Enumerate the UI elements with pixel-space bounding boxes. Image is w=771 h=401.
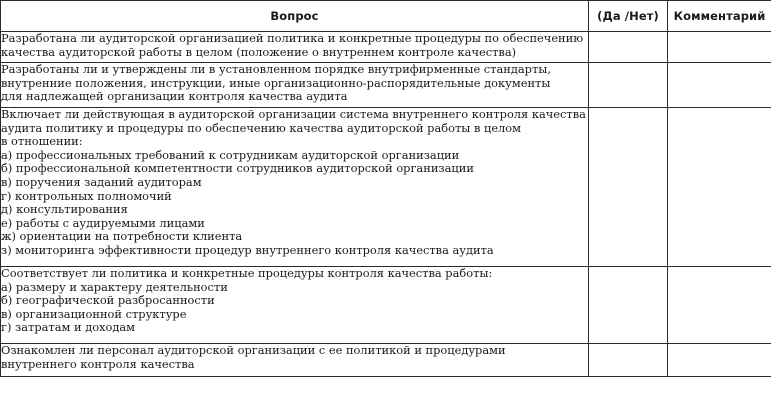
- answer-cell[interactable]: [589, 108, 668, 267]
- question-text-line: аудита политику и процедуры по обеспечению качества аудиторской работы в целом: [1, 120, 522, 135]
- question-list-item: в) организационной структуре: [1, 306, 187, 321]
- question-text-line: в отношении:: [1, 134, 83, 149]
- question-list-item: в) поручения заданий аудиторам: [1, 174, 202, 189]
- comment-cell[interactable]: [668, 32, 771, 63]
- question-cell: [1, 344, 589, 377]
- comment-cell[interactable]: [668, 108, 771, 267]
- header-answer: (Да /Нет): [589, 1, 668, 32]
- question-text-line: Соответствует ли политика и конкретные процедуры контроля качества работы:: [1, 266, 493, 280]
- header-question: Вопрос: [1, 1, 589, 32]
- comment-cell[interactable]: [668, 63, 771, 108]
- question-list-item: б) географической разбросанности: [1, 293, 215, 308]
- answer-cell[interactable]: [589, 63, 668, 108]
- question-cell: [1, 267, 589, 344]
- question-list-item: ж) ориентации на потребности клиента: [1, 229, 243, 244]
- question-list-item: а) размеру и характеру деятельности: [1, 279, 228, 294]
- question-text-line: Включает ли действующая в аудиторской организации система внутреннего контроля качества: [1, 107, 586, 121]
- question-list-item: а) профессиональных требований к сотрудникам аудиторской организации: [1, 147, 460, 162]
- table-header-row: [1, 1, 771, 32]
- question-cell: [1, 108, 589, 267]
- question-text-line: внутренние положения, инструкции, иные организационно-распорядительные документы: [1, 75, 551, 90]
- table-row: [1, 344, 771, 377]
- comment-cell[interactable]: [668, 344, 771, 377]
- question-cell: [1, 32, 589, 63]
- question-text-line: Ознакомлен ли персонал аудиторской организации с ее политикой и процедурами: [1, 343, 506, 357]
- header-comment: Комментарий: [668, 1, 771, 32]
- comment-cell[interactable]: [668, 267, 771, 344]
- answer-cell[interactable]: [589, 32, 668, 63]
- question-text-line: для надлежащей организации контроля качества аудита: [1, 89, 348, 104]
- table-row: [1, 267, 771, 344]
- question-list-item: з) мониторинга эффективности процедур внутреннего контроля качества аудита: [1, 242, 494, 257]
- question-list-item: г) затратам и доходам: [1, 320, 136, 335]
- question-list-item: д) консультирования: [1, 202, 128, 217]
- question-list-item: г) контрольных полномочий: [1, 188, 172, 203]
- question-text-line: Разработаны ли и утверждены ли в установленном порядке внутрифирменные стандарты,: [1, 62, 551, 76]
- question-cell: [1, 63, 589, 108]
- question-text-line: внутреннего контроля качества: [1, 356, 195, 371]
- question-text-line: качества аудиторской работы в целом (положение о внутреннем контроле качества): [1, 44, 517, 59]
- question-text-line: Разработана ли аудиторской организацией политика и конкретные процедуры по обеспечению: [1, 31, 584, 45]
- table-row: [1, 32, 771, 63]
- table-row: [1, 108, 771, 267]
- answer-cell[interactable]: [589, 267, 668, 344]
- answer-cell[interactable]: [589, 344, 668, 377]
- question-list-item: е) работы с аудируемыми лицами: [1, 215, 205, 230]
- question-list-item: б) профессиональной компетентности сотрудников аудиторской организации: [1, 161, 474, 176]
- table-row: [1, 63, 771, 108]
